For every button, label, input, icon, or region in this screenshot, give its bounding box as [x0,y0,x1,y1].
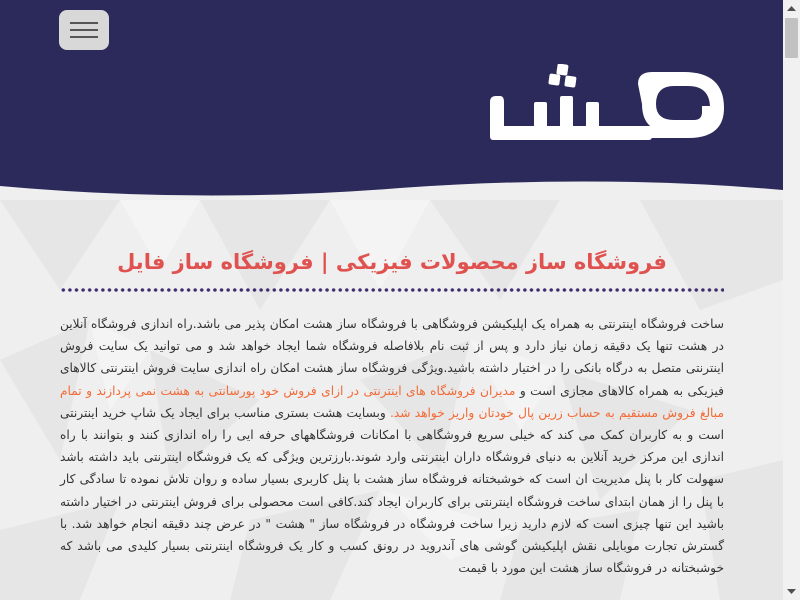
vertical-scrollbar[interactable] [783,0,800,600]
scroll-down-arrow-icon[interactable] [783,583,800,600]
article-highlight-text: مدیران فروشگاه های اینترنتی در ازای فروش خود پورسانتی به هشت نمی پردازند و تمام مبالغ فروش مستقیم به حساب زرین پال خودتان واریز خواهد شد. [60,383,724,420]
scrollbar-thumb[interactable] [785,18,798,58]
menu-icon-bar [70,29,98,31]
menu-icon-bar [70,22,98,24]
hamburger-menu-button[interactable] [59,10,109,50]
site-header [0,0,783,200]
scroll-up-arrow-icon[interactable] [783,0,800,17]
main-content [0,200,783,600]
page-title: فروشگاه ساز محصولات فیزیکی | فروشگاه ساز فایل [117,250,667,274]
title-dotted-divider [60,288,724,292]
menu-icon-bar [70,36,98,38]
site-logo[interactable] [488,64,728,154]
article-text: وبسایت هشت بستری مناسب برای ایجاد یک شاپ خرید اینترنتی است و به کاربران کمک می کند که خیلی سریع فروشگاهی با امکانات فروشگاههای حرفه ایی را راه اندازی کنند و بتوانند با راه اندازی این مرکز خرید آنلاین به دنیای فروشگاه داران اینترنتی وارد شوند.بارزترین ویژگی که یک فروشگاه اینترنتی باید داشته باشد سهولت کار با پنل مدیریت ان است که خوشبختانه فروشگاه ساز هشت با پنل کاربری بسیار ساده و روان تلاش نموده تا سادگی کار با پنل را از همان ابتدای ساخت فروشگاه اینترنتی برای کاربران ایجاد کند.کافی است محصولی برای فروش اینترنتی در اختیار داشته باشید این تنها چیزی است که لازم دارید زیرا ساخت فروشگاه در فروشگاه ساز " هشت " در عرض چند دقیقه انجام خواهد شد. با گسترش تجارت موبایلی نقش اپلیکیشن گوشی های آندروید در رونق کسب و کار یک فروشگاه اینترنتی بسیار کلیدی می باشد که خوشبختانه در فروشگاه ساز هشت این مورد با قیمت [60,405,724,576]
article-body [60,313,724,579]
article-text: ساخت فروشگاه اینترنتی به همراه یک اپلیکیشن فروشگاهی با فروشگاه ساز هشت امکان پذیر می باشد.راه اندازی فروشگاه آنلاین در هشت تنها یک دقیقه زمان نیاز دارد و پس از ثبت نام بلافاصله فروشگاه شما ایجاد خواهد شد و می توانید یک سایت فروش اینترنتی متصل به درگاه بانکی را در اختیار داشته باشید.ویژگی فروشگاه ساز هشت امکان راه اندازی سایت فروش اینترنتی کالاهای فیزیکی به همراه کالاهای مجازی است و [60,317,724,398]
